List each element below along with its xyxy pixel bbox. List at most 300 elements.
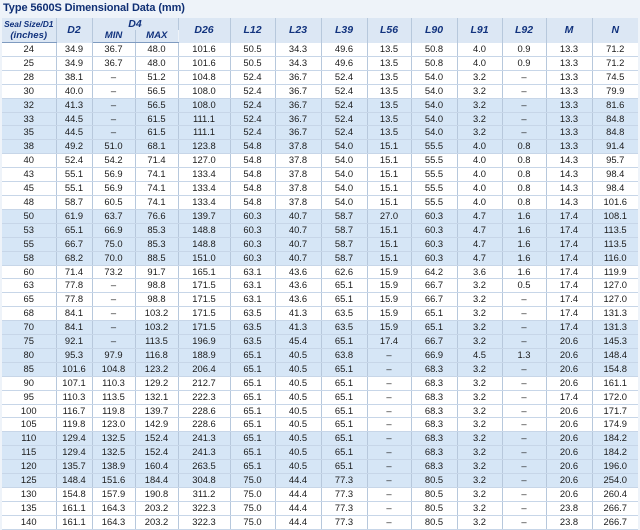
table-cell: 131.3 <box>592 321 638 335</box>
table-row <box>2 390 638 404</box>
table-cell: 48.0 <box>135 56 178 70</box>
table-cell: 196.0 <box>592 460 638 474</box>
table-cell: 27.0 <box>367 209 411 223</box>
table-cell: 3.2 <box>457 70 502 84</box>
table-cell: 116.8 <box>135 348 178 362</box>
table-cell: 68 <box>2 307 56 321</box>
table-cell: 3.2 <box>457 279 502 293</box>
table-cell: 184.2 <box>592 446 638 460</box>
table-cell: 95.3 <box>56 348 92 362</box>
table-cell: 35 <box>2 126 56 140</box>
table-row <box>2 293 638 307</box>
table-cell: 66.7 <box>411 335 457 349</box>
table-cell: 108.0 <box>178 98 230 112</box>
table-cell: 91.4 <box>592 140 638 154</box>
table-cell: 15.1 <box>367 237 411 251</box>
table-cell: – <box>92 98 135 112</box>
table-cell: 127.0 <box>178 154 230 168</box>
table-cell: 80.5 <box>411 488 457 502</box>
table-cell: 3.2 <box>457 515 502 529</box>
table-cell: 80.5 <box>411 501 457 515</box>
table-cell: 132.5 <box>92 446 135 460</box>
table-cell: 206.4 <box>178 362 230 376</box>
table-cell: 4.7 <box>457 237 502 251</box>
table-cell: 65.1 <box>230 460 275 474</box>
table-cell: 52.4 <box>230 84 275 98</box>
table-cell: – <box>502 112 546 126</box>
table-cell: 65.1 <box>230 390 275 404</box>
table-cell: 54.2 <box>92 154 135 168</box>
table-cell: 160.4 <box>135 460 178 474</box>
table-cell: 110.3 <box>92 376 135 390</box>
table-cell: 15.1 <box>367 223 411 237</box>
table-cell: 25 <box>2 56 56 70</box>
table-row <box>2 223 638 237</box>
table-cell: 154.8 <box>592 362 638 376</box>
table-cell: 65.1 <box>230 446 275 460</box>
table-cell: 129.2 <box>135 376 178 390</box>
table-cell: 68.3 <box>411 432 457 446</box>
table-cell: 43 <box>2 168 56 182</box>
table-cell: 49.6 <box>321 43 367 57</box>
table-cell: 40.7 <box>275 209 321 223</box>
table-cell: 63.5 <box>230 321 275 335</box>
table-cell: 52.4 <box>230 98 275 112</box>
table-cell: 165.1 <box>178 265 230 279</box>
table-cell: 65.1 <box>230 404 275 418</box>
table-cell: 152.4 <box>135 432 178 446</box>
table-cell: 41.3 <box>56 98 92 112</box>
table-cell: 4.0 <box>457 182 502 196</box>
table-cell: 1.6 <box>502 251 546 265</box>
table-cell: 15.1 <box>367 251 411 265</box>
table-cell: 171.5 <box>178 293 230 307</box>
table-cell: 4.0 <box>457 168 502 182</box>
table-cell: 65.1 <box>321 446 367 460</box>
table-cell: 63.5 <box>321 307 367 321</box>
table-cell: 55.5 <box>411 154 457 168</box>
table-cell: 13.5 <box>367 112 411 126</box>
table-cell: 138.9 <box>92 460 135 474</box>
table-cell: – <box>92 293 135 307</box>
table-cell: – <box>367 501 411 515</box>
table-cell: 115 <box>2 446 56 460</box>
table-cell: 77.8 <box>56 279 92 293</box>
table-cell: 65.1 <box>230 432 275 446</box>
table-row <box>2 112 638 126</box>
table-cell: 40.7 <box>275 251 321 265</box>
table-cell: 60.3 <box>411 251 457 265</box>
table-cell: 20.6 <box>546 418 592 432</box>
table-cell: 68.3 <box>411 418 457 432</box>
table-cell: – <box>367 390 411 404</box>
table-cell: 132.1 <box>135 390 178 404</box>
table-cell: 50.5 <box>230 43 275 57</box>
table-cell: 52.4 <box>321 98 367 112</box>
table-cell: – <box>502 98 546 112</box>
table-cell: – <box>502 474 546 488</box>
table-cell: 74.1 <box>135 168 178 182</box>
table-cell: 3.2 <box>457 362 502 376</box>
table-cell: 184.2 <box>592 432 638 446</box>
table-cell: 0.9 <box>502 56 546 70</box>
col-header-m: M <box>546 18 592 43</box>
table-cell: – <box>502 515 546 529</box>
col-header-d2: D2 <box>56 18 92 43</box>
table-cell: 145.3 <box>592 335 638 349</box>
table-cell: 263.5 <box>178 460 230 474</box>
table-cell: 110 <box>2 432 56 446</box>
table-cell: 20.6 <box>546 404 592 418</box>
table-cell: 80.5 <box>411 474 457 488</box>
table-cell: 139.7 <box>178 209 230 223</box>
table-cell: 20.6 <box>546 474 592 488</box>
table-cell: 40.5 <box>275 460 321 474</box>
table-cell: 61.5 <box>135 112 178 126</box>
table-cell: 40.5 <box>275 362 321 376</box>
table-cell: 44.4 <box>275 474 321 488</box>
table-cell: 304.8 <box>178 474 230 488</box>
table-cell: 54.8 <box>230 154 275 168</box>
table-cell: – <box>367 446 411 460</box>
table-cell: 241.3 <box>178 432 230 446</box>
table-cell: 63.5 <box>230 307 275 321</box>
table-cell: 1.6 <box>502 265 546 279</box>
table-cell: 56.9 <box>92 168 135 182</box>
table-cell: 58 <box>2 251 56 265</box>
table-cell: 65.1 <box>321 293 367 307</box>
table-cell: 17.4 <box>546 223 592 237</box>
table-cell: 129.4 <box>56 432 92 446</box>
table-cell: 13.5 <box>367 70 411 84</box>
table-cell: 40.5 <box>275 390 321 404</box>
col-header-d4: D4 <box>92 18 178 30</box>
table-cell: 17.4 <box>546 307 592 321</box>
table-cell: 75.0 <box>230 501 275 515</box>
table-cell: 55 <box>2 237 56 251</box>
table-cell: – <box>502 501 546 515</box>
table-cell: 23.8 <box>546 515 592 529</box>
table-cell: 36.7 <box>275 84 321 98</box>
table-cell: 70 <box>2 321 56 335</box>
table-cell: 65.1 <box>411 321 457 335</box>
table-cell: 110.3 <box>56 390 92 404</box>
col-header-l91: L91 <box>457 18 502 43</box>
table-cell: 34.3 <box>275 43 321 57</box>
table-cell: 75.0 <box>230 488 275 502</box>
col-header-d26: D26 <box>178 18 230 43</box>
table-cell: 41.3 <box>275 321 321 335</box>
table-cell: 40.5 <box>275 446 321 460</box>
table-cell: 58.7 <box>321 237 367 251</box>
table-cell: 260.4 <box>592 488 638 502</box>
table-cell: 65.1 <box>230 418 275 432</box>
table-row <box>2 501 638 515</box>
table-cell: 88.5 <box>135 251 178 265</box>
table-cell: 111.1 <box>178 126 230 140</box>
table-cell: 48.0 <box>135 43 178 57</box>
table-cell: 14.3 <box>546 168 592 182</box>
table-cell: 101.6 <box>178 43 230 57</box>
table-cell: 105 <box>2 418 56 432</box>
table-cell: 322.3 <box>178 501 230 515</box>
seal-size-units: (inches) <box>2 30 56 43</box>
table-cell: 65.1 <box>321 376 367 390</box>
table-cell: – <box>502 404 546 418</box>
table-cell: 139.7 <box>135 404 178 418</box>
table-cell: 135.7 <box>56 460 92 474</box>
table-cell: 60.3 <box>230 237 275 251</box>
col-header-l12: L12 <box>230 18 275 43</box>
table-cell: 55.5 <box>411 140 457 154</box>
table-cell: 60.3 <box>411 209 457 223</box>
table-cell: 37.8 <box>275 140 321 154</box>
table-cell: 98.8 <box>135 279 178 293</box>
table-cell: 90 <box>2 376 56 390</box>
table-cell: 119.8 <box>92 404 135 418</box>
table-cell: 54.8 <box>230 182 275 196</box>
table-cell: 37.8 <box>275 154 321 168</box>
table-cell: 13.5 <box>367 56 411 70</box>
table-cell: 3.2 <box>457 376 502 390</box>
seal-size-header: Seal Size/D1 <box>2 18 56 30</box>
table-cell: – <box>502 376 546 390</box>
table-cell: – <box>367 474 411 488</box>
table-cell: 20.6 <box>546 376 592 390</box>
table-cell: 77.3 <box>321 488 367 502</box>
table-cell: 100 <box>2 404 56 418</box>
table-cell: 70.0 <box>92 251 135 265</box>
table-cell: 3.2 <box>457 307 502 321</box>
table-row <box>2 348 638 362</box>
table-cell: 34.3 <box>275 56 321 70</box>
table-cell: 13.5 <box>367 84 411 98</box>
table-cell: 55.5 <box>411 168 457 182</box>
table-cell: 71.2 <box>592 43 638 57</box>
table-cell: 40.0 <box>56 84 92 98</box>
col-header-l56: L56 <box>367 18 411 43</box>
table-cell: 127.0 <box>592 279 638 293</box>
table-cell: 13.3 <box>546 126 592 140</box>
table-cell: 63.1 <box>230 265 275 279</box>
table-cell: 148.8 <box>178 223 230 237</box>
table-cell: 41.3 <box>275 307 321 321</box>
table-cell: 15.1 <box>367 140 411 154</box>
table-cell: 60 <box>2 265 56 279</box>
table-cell: 55.1 <box>56 182 92 196</box>
table-cell: 113.5 <box>135 335 178 349</box>
table-cell: 63.1 <box>230 279 275 293</box>
table-cell: 151.0 <box>178 251 230 265</box>
table-cell: 50.8 <box>411 43 457 57</box>
table-cell: 1.6 <box>502 237 546 251</box>
table-cell: 4.0 <box>457 56 502 70</box>
table-cell: 75.0 <box>230 474 275 488</box>
table-cell: 161.1 <box>592 376 638 390</box>
table-cell: 123.2 <box>135 362 178 376</box>
table-cell: 20.6 <box>546 446 592 460</box>
table-cell: 103.2 <box>135 307 178 321</box>
table-cell: 171.5 <box>178 321 230 335</box>
table-cell: 0.8 <box>502 168 546 182</box>
table-cell: 3.6 <box>457 265 502 279</box>
table-cell: 116.0 <box>592 251 638 265</box>
table-cell: 131.3 <box>592 307 638 321</box>
table-cell: 66.9 <box>92 223 135 237</box>
table-cell: 104.8 <box>178 70 230 84</box>
table-cell: 79.9 <box>592 84 638 98</box>
table-cell: 49.6 <box>321 56 367 70</box>
table-cell: – <box>367 376 411 390</box>
table-cell: 55.1 <box>56 168 92 182</box>
table-cell: 52.4 <box>321 70 367 84</box>
table-cell: 196.9 <box>178 335 230 349</box>
table-cell: 56.5 <box>135 84 178 98</box>
table-cell: 17.4 <box>546 390 592 404</box>
table-cell: 14.3 <box>546 182 592 196</box>
table-row <box>2 84 638 98</box>
table-cell: 84.8 <box>592 126 638 140</box>
table-cell: 20.6 <box>546 335 592 349</box>
table-cell: 65.1 <box>321 390 367 404</box>
table-cell: 3.2 <box>457 488 502 502</box>
table-cell: 68.3 <box>411 390 457 404</box>
table-cell: – <box>92 70 135 84</box>
table-cell: 54.0 <box>321 140 367 154</box>
table-cell: – <box>502 335 546 349</box>
table-cell: 95 <box>2 390 56 404</box>
table-cell: 98.4 <box>592 168 638 182</box>
table-cell: – <box>367 362 411 376</box>
table-cell: 1.6 <box>502 209 546 223</box>
table-cell: 4.7 <box>457 223 502 237</box>
table-cell: 44.4 <box>275 501 321 515</box>
table-cell: – <box>502 460 546 474</box>
table-cell: 71.2 <box>592 56 638 70</box>
table-cell: 3.2 <box>457 98 502 112</box>
table-cell: 63.7 <box>92 209 135 223</box>
table-cell: 164.3 <box>92 501 135 515</box>
table-cell: – <box>92 321 135 335</box>
table-cell: 37.8 <box>275 182 321 196</box>
table-cell: 157.9 <box>92 488 135 502</box>
table-cell: 85.3 <box>135 223 178 237</box>
table-cell: 164.3 <box>92 515 135 529</box>
table-cell: – <box>502 126 546 140</box>
table-cell: 65.1 <box>321 460 367 474</box>
table-cell: – <box>92 84 135 98</box>
table-cell: 52.4 <box>321 84 367 98</box>
table-cell: 222.3 <box>178 390 230 404</box>
table-cell: 188.9 <box>178 348 230 362</box>
table-cell: 84.1 <box>56 321 92 335</box>
table-cell: 77.8 <box>56 293 92 307</box>
table-cell: 44.5 <box>56 112 92 126</box>
table-cell: 65.1 <box>230 348 275 362</box>
table-cell: 15.9 <box>367 321 411 335</box>
table-cell: 108.1 <box>592 209 638 223</box>
table-row <box>2 460 638 474</box>
table-cell: 64.2 <box>411 265 457 279</box>
table-cell: 65 <box>2 293 56 307</box>
table-cell: 3.2 <box>457 418 502 432</box>
table-cell: 203.2 <box>135 501 178 515</box>
table-cell: 4.0 <box>457 43 502 57</box>
table-cell: 4.0 <box>457 195 502 209</box>
table-cell: 30 <box>2 84 56 98</box>
table-cell: 38.1 <box>56 70 92 84</box>
table-cell: 65.1 <box>230 376 275 390</box>
table-cell: 101.6 <box>56 362 92 376</box>
table-row <box>2 418 638 432</box>
table-cell: 40.7 <box>275 237 321 251</box>
table-cell: 3.2 <box>457 501 502 515</box>
table-cell: 60.3 <box>411 223 457 237</box>
table-cell: 15.1 <box>367 168 411 182</box>
table-cell: 15.1 <box>367 195 411 209</box>
col-header-n: N <box>592 18 638 43</box>
table-cell: 24 <box>2 43 56 57</box>
table-cell: 98.8 <box>135 293 178 307</box>
table-cell: 4.0 <box>457 154 502 168</box>
table-cell: 13.3 <box>546 84 592 98</box>
table-cell: 50.5 <box>230 56 275 70</box>
table-cell: 17.4 <box>546 251 592 265</box>
table-cell: 0.9 <box>502 43 546 57</box>
col-header-d4-min: MIN <box>92 30 135 43</box>
table-cell: 14.3 <box>546 154 592 168</box>
table-cell: 37.8 <box>275 195 321 209</box>
table-cell: 61.5 <box>135 126 178 140</box>
table-cell: 113.5 <box>592 223 638 237</box>
table-cell: 68.3 <box>411 404 457 418</box>
table-cell: 65.1 <box>321 362 367 376</box>
table-cell: 85 <box>2 362 56 376</box>
table-cell: 65.1 <box>56 223 92 237</box>
table-row <box>2 376 638 390</box>
table-row <box>2 307 638 321</box>
table-row <box>2 362 638 376</box>
table-cell: 107.1 <box>56 376 92 390</box>
table-cell: 111.1 <box>178 112 230 126</box>
table-row <box>2 43 638 57</box>
table-cell: 36.7 <box>275 112 321 126</box>
table-cell: 52.4 <box>230 126 275 140</box>
table-cell: 266.7 <box>592 515 638 529</box>
table-cell: 0.8 <box>502 154 546 168</box>
table-cell: – <box>502 390 546 404</box>
table-cell: 171.5 <box>178 279 230 293</box>
table-cell: 40.7 <box>275 223 321 237</box>
table-row <box>2 98 638 112</box>
table-cell: 40.5 <box>275 404 321 418</box>
table-cell: 20.6 <box>546 460 592 474</box>
table-cell: 68.1 <box>135 140 178 154</box>
table-cell: 15.1 <box>367 182 411 196</box>
dimensional-data-table <box>2 18 638 530</box>
table-cell: 113.5 <box>92 390 135 404</box>
table-cell: 15.9 <box>367 265 411 279</box>
table-cell: 4.0 <box>457 140 502 154</box>
table-cell: 40.5 <box>275 348 321 362</box>
table-cell: 0.8 <box>502 182 546 196</box>
table-cell: 55.5 <box>411 182 457 196</box>
table-cell: 3.2 <box>457 460 502 474</box>
table-cell: – <box>367 432 411 446</box>
table-cell: 171.7 <box>592 404 638 418</box>
table-cell: 3.2 <box>457 390 502 404</box>
table-cell: 54.8 <box>230 140 275 154</box>
